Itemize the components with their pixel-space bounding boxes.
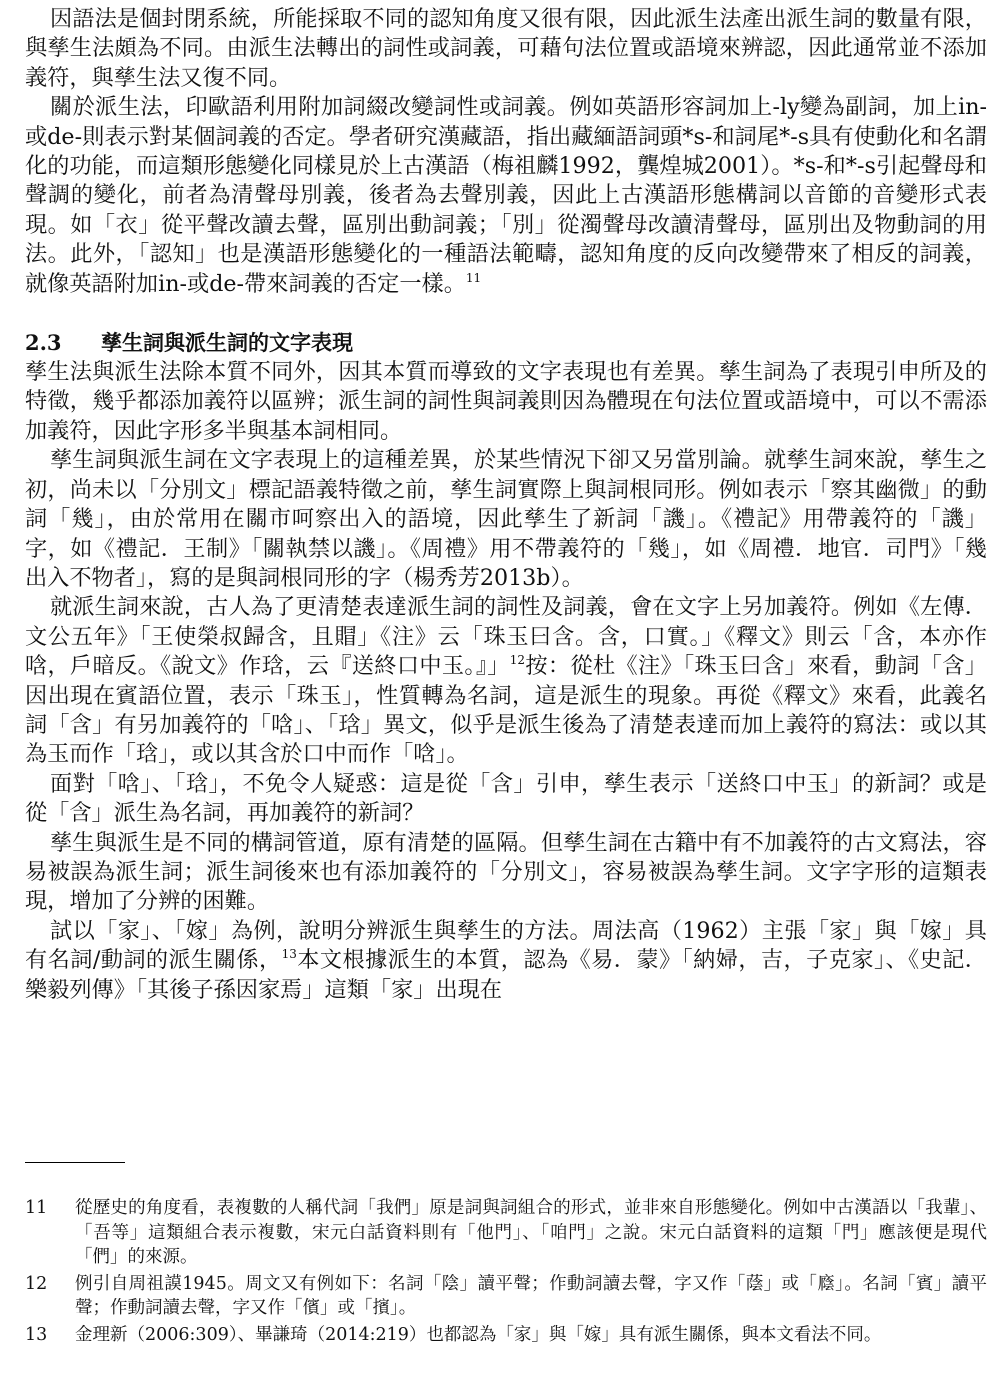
- footnote-ref-13[interactable]: 13: [281, 947, 297, 962]
- paragraph: 孳生法與派生法除本質不同外，因其本質而導致的文字表現也有差異。孳生詞為了表現引申所及的特徵，幾乎都添加義符以區辨；派生詞的詞性與詞義則因為體現在句法位置或語境中，可以不需添加義符，因此字形多半與基本詞相同。: [25, 359, 987, 444]
- section-heading: [25, 327, 987, 358]
- paragraph: 孳生與派生是不同的構詞管道，原有清楚的區隔。但孳生詞在古籍中有不加義符的古文寫法，容易被誤為派生詞；派生詞後來也有添加義符的「分別文」，容易被誤為孳生詞。文字字形的這類表現，增加了分辨的困難。: [25, 829, 987, 915]
- footnote-12: [25, 1272, 987, 1321]
- footnote-13: [25, 1323, 987, 1348]
- paragraph: 關於派生法，印歐語利用附加詞綴改變詞性或詞義。例如英語形容詞加上-ly變為副詞，加上in-或de-則表示對某個詞義的否定。學者研究漢藏語，指出藏緬語詞頭*s-和詞尾*-s具有使動化和名謂化的功能，而這類形態變化同樣見於上古漢語（梅祖麟1992，龔煌城2001）。*s-和*-s引起聲母和聲調的變化，前者為清聲母別義，後者為去聲別義，因此上古漢語形態構詞以音節的音變形式表現。如「衣」從平聲改讀去聲，區別出動詞義；「別」從濁聲母改讀清聲母，區別出及物動詞的用法。此外，「認知」也是漢語形態變化的一種語法範疇，認知角度的反向改變帶來了相反的詞義，就像英語附加in-或de-帶來詞義的否定一樣。$^{11}$: [25, 94, 987, 297]
- paragraph: 孳生詞與派生詞在文字表現上的這種差異，於某些情況下卻又另當別論。就孳生詞來說，孳生之初，尚未以「分別文」標記語義特徵之前，孳生詞實際上與詞根同形。例如表示「察其幽微」的動詞「幾」，由於常用在關市呵察出入的語境，因此孳生了新詞「譏」。《禮記》用帶義符的「譏」字，如《禮記．王制》「關執禁以譏」。《周禮》用不帶義符的「幾」，如《周禮．地官．司門》「幾出入不物者」，寫的是與詞根同形的字（楊秀芳2013b）。: [25, 447, 987, 591]
- paragraph: 因語法是個封閉系統，所能採取不同的認知角度又很有限，因此派生法產出派生詞的數量有限，與孳生法頗為不同。由派生法轉出的詞性或詞義，可藉句法位置或語境來辨認，因此通常並不添加義符，與孳生法又復不同。: [25, 6, 987, 91]
- footnote-ref-11[interactable]: 11: [465, 270, 482, 285]
- paragraph: 試以「家」、「嫁」為例，說明分辨派生與孳生的方法。周法高（1962）主張「家」與「嫁」具有名詞/動詞的派生關係，$^{13}$本文根據派生的本質，認為《易．蒙》「納婦，吉，子克家」、《史記．樂毅列傳》「其後子孫因家焉」這類「家」出現在: [25, 917, 987, 1003]
- footnote-ref-12[interactable]: 12: [509, 653, 526, 668]
- footnote-number: 13: [25, 1324, 48, 1345]
- body-text: [25, 5, 987, 1005]
- footnote-number: 11: [25, 1198, 48, 1218]
- paragraph: 就派生詞來說，古人為了更清楚表達派生詞的詞性及詞義，會在文字上另加義符。例如《左傳．文公五年》「王使榮叔歸含，且賵」《注》云「珠玉曰含。含，口實。」《釋文》則云「含，本亦作唅，戶暗反。《說文》作琀，云『送終口中玉。』」$^{12}$按：從杜《注》「珠玉曰含」來看，動詞「含」因出現在賓語位置，表示「珠玉」，性質轉為名詞，這是派生的現象。再從《釋文》來看，此義名詞「含」有另加義符的「唅」、「琀」異文，似乎是派生後為了清楚表達而加上義符的寫法：或以其為玉而作「琀」，或以其含於口中而作「唅」。: [25, 594, 987, 768]
- footnotes: [25, 1196, 987, 1349]
- footnote-number: 12: [25, 1273, 48, 1294]
- footnote-text: 例引自周祖謨1945。周文又有例如下：名詞「陰」讀平聲；作動詞讀去聲，字又作「蔭」或「廕」。名詞「賓」讀平聲；作動詞讀去聲，字又作「儐」或「擯」。: [75, 1273, 987, 1318]
- footnote-text: 從歷史的角度看，表複數的人稱代詞「我們」原是詞與詞組合的形式，並非來自形態變化。例如中古漢語以「我輩」、「吾等」這類組合表示複數，宋元白話資料則有「他門」、「咱門」之說。宋元白話資料的這類「門」應該便是現代「們」的來源。: [75, 1198, 987, 1267]
- footnote-text: 金理新（2006:309）、畢謙琦（2014:219）也都認為「家」與「嫁」具有派生關係，與本文看法不同。: [75, 1324, 882, 1345]
- paragraph: 面對「唅」、「琀」，不免令人疑惑：這是從「含」引申，孳生表示「送終口中玉」的新詞？或是從「含」派生為名詞，再加義符的新詞？: [25, 770, 987, 827]
- section-number: 2.3: [25, 330, 62, 356]
- section-title: 孳生詞與派生詞的文字表現: [101, 330, 353, 356]
- footnote-11: [25, 1196, 987, 1270]
- footnote-divider: [25, 1162, 125, 1163]
